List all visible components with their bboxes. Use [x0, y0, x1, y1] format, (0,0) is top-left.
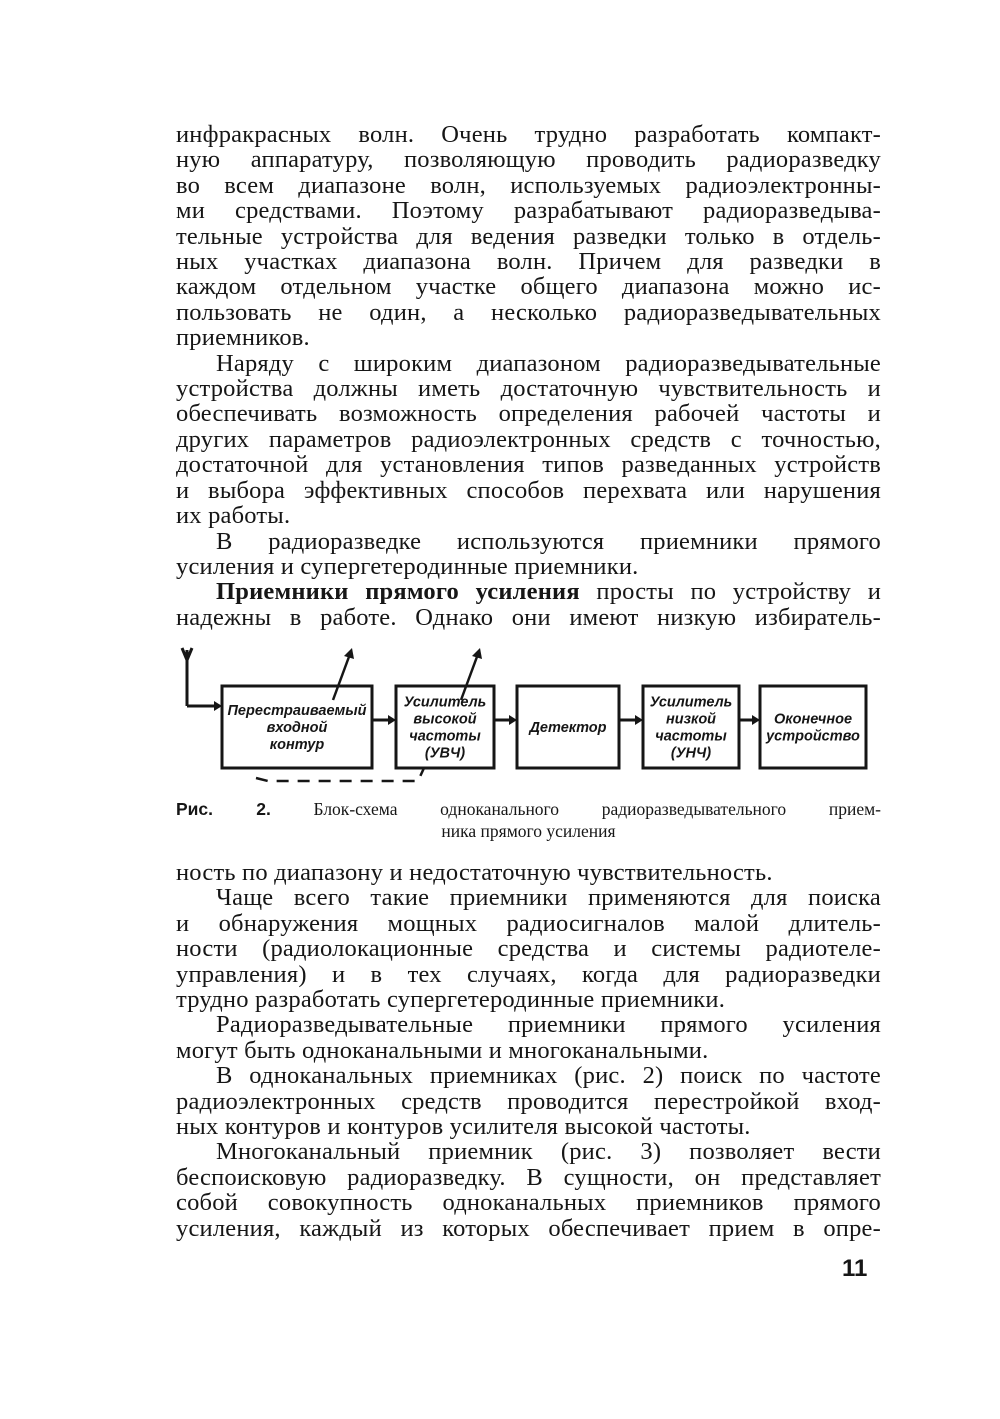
block-label: высокой [413, 711, 477, 728]
ganged-tuning-dashed-line [256, 768, 424, 781]
block-label: Детектор [529, 720, 607, 736]
text-line: надежны в работе. Однако они имеют низкую избиратель- [176, 603, 881, 631]
section-heading: Приемники прямого усиления [216, 578, 580, 606]
text-line: усиления, каждый из которых обеспечивает прием в опре- [176, 1214, 881, 1242]
text-line: ных участках диапазона волн. Причем для разведки в [176, 248, 881, 276]
body-text-bottom [176, 860, 881, 1241]
text-line: усиления и супергетеродинные приемники. [176, 552, 639, 580]
text-line: устройства должны иметь достаточную чувствительность и [176, 375, 881, 403]
text-line: Наряду с широким диапазоном радиоразведывательные [216, 349, 881, 377]
text-line: Чаще всего такие приемники применяются для поиска [216, 884, 881, 912]
heading-line [176, 579, 881, 604]
text-line: трудно разработать супергетеродинные приемники. [176, 986, 726, 1014]
caption-text-line1: Блок-схема одноканального радиоразведывательного прием- [270, 799, 882, 819]
caption-text-line2: ника прямого усиления [441, 821, 616, 841]
page-number: 11 [842, 1255, 868, 1282]
block-label: Оконечное [773, 711, 853, 728]
figure-label: Рис. 2. [176, 799, 271, 819]
text-line: приемников. [176, 324, 310, 352]
text-line: других параметров радиоэлектронных средств с точностью, [176, 425, 881, 453]
figure-caption [176, 798, 881, 842]
block-label: контур [269, 737, 325, 753]
text-line: пользовать не один, а несколько радиоразведывательных [176, 298, 881, 326]
text-line: и обнаружения мощных радиосигналов малой длитель- [176, 909, 881, 937]
block-label: устройство [766, 728, 860, 745]
block-label: частоты [655, 728, 727, 745]
text-line: беспоисковую радиоразведку. В сущности, он представляет [176, 1163, 881, 1191]
text-line: могут быть одноканальными и многоканальными. [176, 1036, 709, 1064]
text-line: каждом отдельном участке общего диапазона можно ис- [176, 273, 881, 301]
block-label: Усилитель [403, 694, 487, 711]
heading-line-rest: просты по устройству и [579, 578, 882, 606]
block-label: (УНЧ) [670, 745, 712, 762]
text-line: тельные устройства для ведения разведки только в отдель- [176, 222, 881, 250]
block-label: входной [266, 720, 328, 736]
block-label: частоты [409, 728, 481, 745]
text-line: инфракрасных волн. Очень трудно разработать компакт- [176, 121, 881, 148]
text-line: Радиоразведывательные приемники прямого усиления [216, 1011, 881, 1039]
antenna-icon [182, 648, 222, 711]
block-diagram [178, 640, 878, 800]
text-line: во всем диапазоне волн, используемых радиоэлектронны- [176, 171, 881, 199]
block-label: Перестраиваемый [227, 703, 367, 719]
text-line: достаточной для установления типов разведанных устройств [176, 451, 881, 479]
text-line: собой совокупность одноканальных приемников прямого [176, 1189, 881, 1217]
body-text-top [176, 122, 881, 630]
block-diagram-svg [178, 640, 878, 800]
text-line: обеспечивать возможность определения рабочей частоты и [176, 400, 881, 428]
text-line: Многоканальный приемник (рис. 3) позволяет вести [216, 1138, 881, 1166]
text-line: ности (радиолокационные средства и системы радиотеле- [176, 935, 881, 963]
text-line: радиоэлектронных средств проводится перестройкой вход- [176, 1087, 881, 1115]
text-line: В радиоразведке используются приемники прямого [216, 527, 881, 555]
text-line: ных контуров и контуров усилителя высокой частоты. [176, 1113, 751, 1141]
text-line: ную аппаратуру, позволяющую проводить радиоразведку [176, 146, 881, 174]
text-line: и выбора эффективных способов перехвата или нарушения [176, 476, 881, 504]
text-line: ми средствами. Поэтому разрабатывают радиоразведыва- [176, 197, 881, 225]
block-label: низкой [665, 711, 717, 728]
block-label: (УВЧ) [424, 745, 466, 762]
text-line: ность по диапазону и недостаточную чувствительность. [176, 859, 773, 886]
text-line: управления) и в тех случаях, когда для радиоразведки [176, 960, 881, 988]
block-label: Усилитель [649, 694, 733, 711]
text-line: их работы. [176, 502, 291, 530]
text-line: В одноканальных приемниках (рис. 2) поиск по частоте [216, 1062, 881, 1090]
